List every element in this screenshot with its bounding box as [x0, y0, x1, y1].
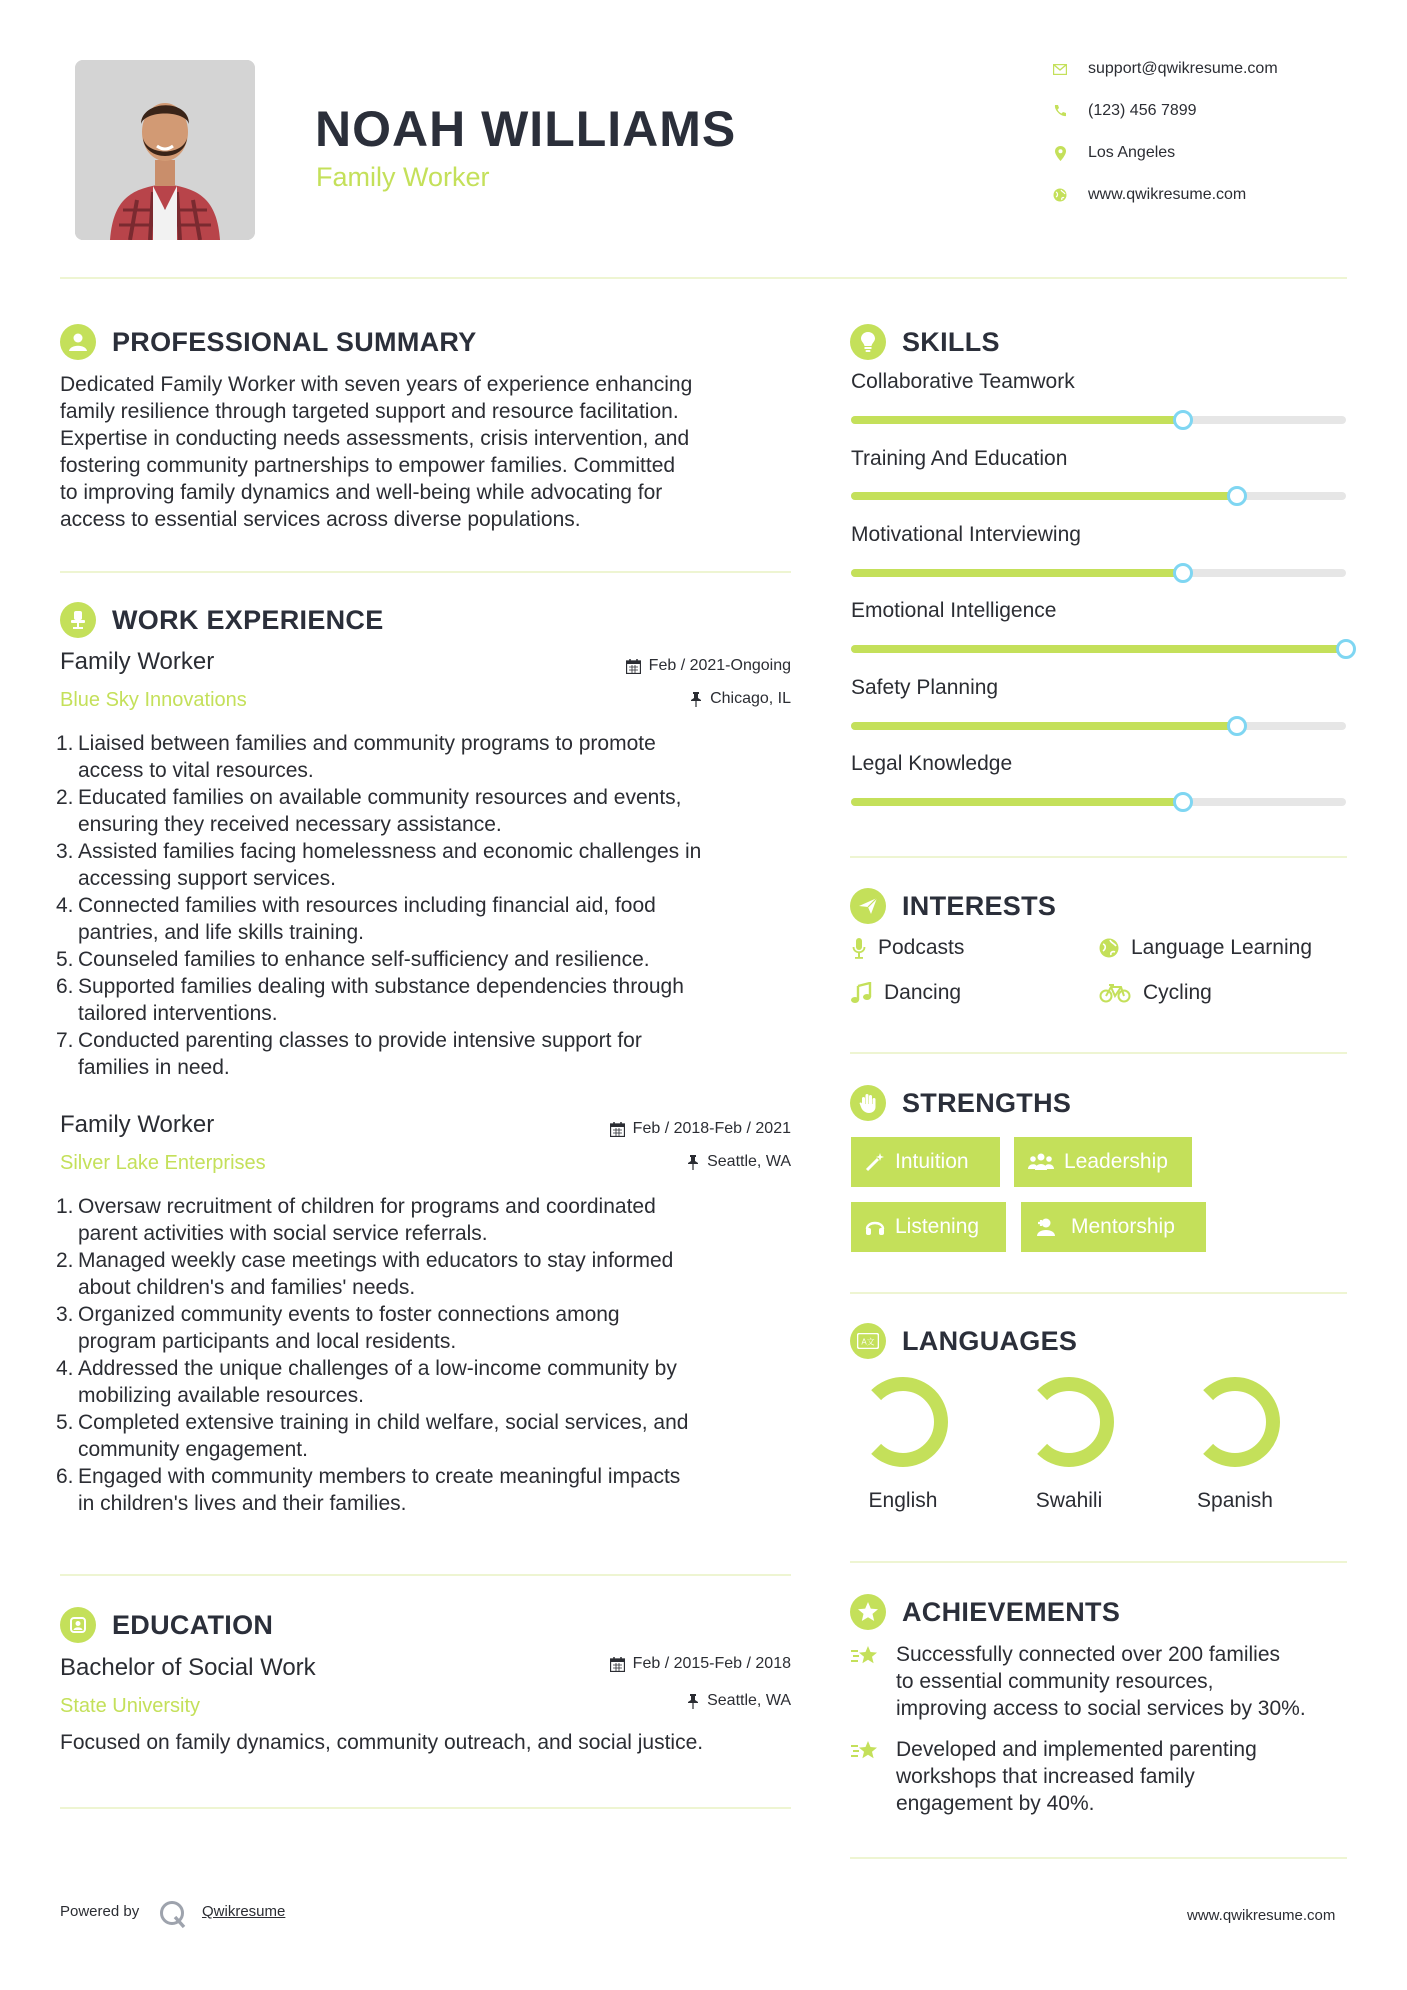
qwikresume-link[interactable]: Qwikresume	[202, 1903, 286, 1920]
job-location-text: Chicago, IL	[710, 690, 791, 707]
svg-text:A文: A文	[861, 1337, 875, 1347]
strengths-heading	[850, 1083, 1071, 1123]
skill-bar	[851, 645, 1346, 653]
list-item: 5. Completed extensive training in child welfare, social services, and community engagement.	[56, 1411, 689, 1461]
summary-line: fostering community partnerships to empower families. Committed	[60, 454, 676, 477]
microphone-icon	[852, 937, 866, 959]
contact-location	[1052, 139, 1175, 167]
work-heading	[60, 600, 384, 640]
hand-icon	[850, 1085, 886, 1121]
star-badge-icon	[850, 1594, 886, 1630]
interests-divider	[850, 1052, 1347, 1054]
list-item: 4. Connected families with resources including financial aid, food pantries, and life skills training.	[56, 894, 656, 944]
degree-title: Bachelor of Social Work	[60, 1654, 316, 1681]
list-item: 5. Counseled families to enhance self-sufficiency and resilience.	[56, 948, 650, 971]
skill-slider-knob[interactable]	[1336, 639, 1356, 659]
strengths-title: STRENGTHS	[902, 1087, 1072, 1118]
skills-divider	[850, 856, 1347, 858]
job-location	[491, 690, 791, 708]
summary-text	[60, 371, 800, 533]
lightbulb-icon	[850, 324, 886, 360]
powered-by-label: Powered by	[60, 1903, 140, 1920]
profile-photo	[75, 60, 255, 240]
language-icon	[850, 1323, 886, 1359]
headphones-icon	[865, 1217, 885, 1237]
contact-location-text: Los Angeles	[1088, 144, 1176, 161]
job-company: Blue Sky Innovations	[60, 689, 247, 711]
summary-heading	[60, 322, 477, 362]
skill-slider-knob[interactable]	[1173, 563, 1193, 583]
interest-label: Podcasts	[878, 936, 965, 959]
summary-line: Expertise in conducting needs assessments, crisis intervention, and	[60, 427, 690, 450]
job-date-text: Feb / 2018-Feb / 2021	[632, 1120, 791, 1137]
interest-item	[1099, 981, 1212, 1005]
strength-label: Mentorship	[1071, 1215, 1175, 1238]
job-date	[491, 657, 791, 675]
contact-phone[interactable]	[1052, 97, 1197, 125]
language-ring-english	[876, 1384, 941, 1460]
summary-line: Dedicated Family Worker with seven years of experience enhancing	[60, 373, 693, 396]
list-item: 6. Supported families dealing with substance dependencies through tailored interventions.	[56, 975, 684, 1025]
language-name: English	[868, 1489, 938, 1512]
education-location	[491, 1692, 791, 1710]
candidate-role: Family Worker	[316, 162, 490, 192]
job-title: Family Worker	[60, 1111, 215, 1138]
pushpin-icon	[687, 1694, 699, 1709]
interest-label: Language Learning	[1131, 936, 1313, 959]
achievements-heading	[850, 1592, 1120, 1632]
achievement-item	[850, 1736, 1347, 1817]
job-date-text: Feb / 2021-Ongoing	[648, 657, 791, 674]
job-title: Family Worker	[60, 648, 215, 675]
skill-bar-fill	[851, 492, 1237, 500]
contact-phone-text: (123) 456 7899	[1088, 102, 1197, 119]
list-item: 2. Managed weekly case meetings with educators to stay informed about children's and families' needs.	[56, 1249, 674, 1299]
skill-slider-knob[interactable]	[1227, 486, 1247, 506]
skills-heading	[850, 322, 1000, 362]
strength-label: Intuition	[895, 1150, 969, 1173]
list-item: 2. Educated families on available community resources and events, ensuring they received necessary assistance.	[56, 786, 682, 836]
languages-divider	[850, 1561, 1347, 1563]
briefcase-chair-icon	[60, 602, 96, 638]
contact-website-text: www.qwikresume.com	[1088, 186, 1247, 203]
calendar-icon	[610, 1657, 625, 1672]
strength-label: Listening	[895, 1215, 980, 1238]
location-pin-icon	[1052, 145, 1068, 161]
work-divider	[60, 1574, 791, 1576]
education-date-text: Feb / 2015-Feb / 2018	[632, 1655, 791, 1672]
job-date	[491, 1120, 791, 1138]
education-divider	[60, 1807, 791, 1809]
interest-item	[1099, 936, 1312, 960]
language-name: Spanish	[1197, 1489, 1273, 1512]
interests-title: INTERESTS	[902, 890, 1057, 921]
interests-heading	[850, 886, 1056, 926]
interest-item	[850, 981, 961, 1005]
skill-name: Legal Knowledge	[851, 752, 1013, 775]
skill-slider-knob[interactable]	[1173, 792, 1193, 812]
language-ring-swahili	[1042, 1384, 1107, 1460]
skill-slider-knob[interactable]	[1227, 716, 1247, 736]
education-title: EDUCATION	[112, 1609, 274, 1640]
language-name: Swahili	[1035, 1489, 1103, 1512]
skill-bar-fill	[851, 722, 1237, 730]
job-duties	[56, 1193, 800, 1517]
skill-bar	[851, 722, 1346, 730]
globe-icon	[1052, 187, 1068, 203]
paper-plane-icon	[850, 888, 886, 924]
calendar-icon	[626, 659, 641, 674]
language-ring-spanish	[1208, 1384, 1273, 1460]
pushpin-icon	[690, 692, 702, 707]
pushpin-icon	[687, 1155, 699, 1170]
strengths-divider	[850, 1292, 1347, 1294]
shooting-star-icon	[850, 1643, 882, 1669]
strength-chip	[1021, 1202, 1206, 1252]
strength-chip	[851, 1137, 1000, 1187]
email-icon	[1052, 61, 1068, 77]
contact-website[interactable]	[1052, 181, 1246, 209]
language-rings	[850, 1372, 1347, 1472]
skill-slider-knob[interactable]	[1173, 410, 1193, 430]
list-item: 7. Conducted parenting classes to provide intensive support for families in need.	[56, 1029, 642, 1079]
summary-title: PROFESSIONAL SUMMARY	[112, 326, 477, 357]
skill-bar-fill	[851, 569, 1183, 577]
interest-label: Cycling	[1143, 981, 1212, 1004]
list-item: 1. Oversaw recruitment of children for programs and coordinated parent activities with social service referrals.	[56, 1195, 656, 1245]
magic-wand-icon	[865, 1152, 885, 1172]
achievement-item	[850, 1641, 1347, 1722]
interest-item	[852, 936, 964, 960]
header-divider	[60, 277, 1347, 279]
skill-bar-fill	[851, 798, 1183, 806]
education-date	[491, 1655, 791, 1673]
graduation-icon	[60, 1607, 96, 1643]
education-location-text: Seattle, WA	[707, 1692, 791, 1709]
achievements-divider	[850, 1857, 1347, 1859]
job-company: Silver Lake Enterprises	[60, 1152, 266, 1174]
skill-name: Emotional Intelligence	[851, 599, 1057, 622]
skill-name: Motivational Interviewing	[851, 523, 1081, 546]
summary-line: access to essential services across diverse populations.	[60, 508, 581, 531]
skill-bar	[851, 798, 1346, 806]
contact-email-text: support@qwikresume.com	[1088, 60, 1278, 77]
list-item: 3. Assisted families facing homelessness and economic challenges in accessing support services.	[56, 840, 702, 890]
strength-chip	[1014, 1137, 1192, 1187]
candidate-name: NOAH WILLIAMS	[315, 101, 737, 157]
bicycle-icon	[1099, 983, 1131, 1003]
achievement-text: Developed and implemented parenting workshops that increased family engagement by 40%.	[896, 1738, 1257, 1815]
user-plus-icon	[1035, 1217, 1061, 1237]
qwikresume-logo-icon	[158, 1899, 188, 1934]
music-note-icon	[850, 982, 872, 1004]
languages-title: LANGUAGES	[902, 1325, 1078, 1356]
skill-bar-fill	[851, 645, 1346, 653]
summary-line: family resilience through targeted support and resource facilitation.	[60, 400, 679, 423]
list-item: 3. Organized community events to foster connections among program participants and local residents.	[56, 1303, 620, 1353]
education-description: Focused on family dynamics, community outreach, and social justice.	[60, 1731, 704, 1754]
interest-label: Dancing	[884, 981, 962, 1004]
job-location-text: Seattle, WA	[707, 1153, 791, 1170]
footer-website-link[interactable]: www.qwikresume.com	[1187, 1907, 1336, 1924]
strength-chip	[851, 1202, 1006, 1252]
skill-name: Training And Education	[851, 447, 1068, 470]
group-icon	[1028, 1152, 1054, 1172]
school-name: State University	[60, 1695, 201, 1717]
contact-email[interactable]	[1052, 55, 1278, 83]
achievement-text: Successfully connected over 200 families to essential community resources, improving access to social services by 30%.	[896, 1643, 1306, 1720]
phone-icon	[1052, 103, 1068, 119]
education-heading	[60, 1605, 273, 1645]
skills-title: SKILLS	[902, 326, 1000, 357]
work-title: WORK EXPERIENCE	[112, 604, 384, 635]
achievements-title: ACHIEVEMENTS	[902, 1596, 1121, 1627]
languages-heading	[850, 1321, 1077, 1361]
list-item: 1. Liaised between families and community programs to promote access to vital resources.	[56, 732, 656, 782]
summary-divider	[60, 571, 791, 573]
skill-bar	[851, 492, 1346, 500]
skill-name: Collaborative Teamwork	[851, 370, 1075, 393]
skill-bar	[851, 416, 1346, 424]
skill-name: Safety Planning	[851, 676, 999, 699]
job-location	[491, 1153, 791, 1171]
list-item: 4. Addressed the unique challenges of a low-income community by mobilizing available resources.	[56, 1357, 677, 1407]
summary-line: to improving family dynamics and well-being while advocating for	[60, 481, 663, 504]
strength-label: Leadership	[1064, 1150, 1168, 1173]
user-icon	[60, 324, 96, 360]
skill-bar	[851, 569, 1346, 577]
list-item: 6. Engaged with community members to create meaningful impacts in children's lives and their families.	[56, 1465, 681, 1515]
skill-bar-fill	[851, 416, 1183, 424]
globe-icon	[1099, 938, 1119, 958]
shooting-star-icon	[850, 1738, 882, 1764]
calendar-icon	[610, 1122, 625, 1137]
languages-list	[850, 1372, 1347, 1522]
job-duties	[56, 730, 800, 1081]
